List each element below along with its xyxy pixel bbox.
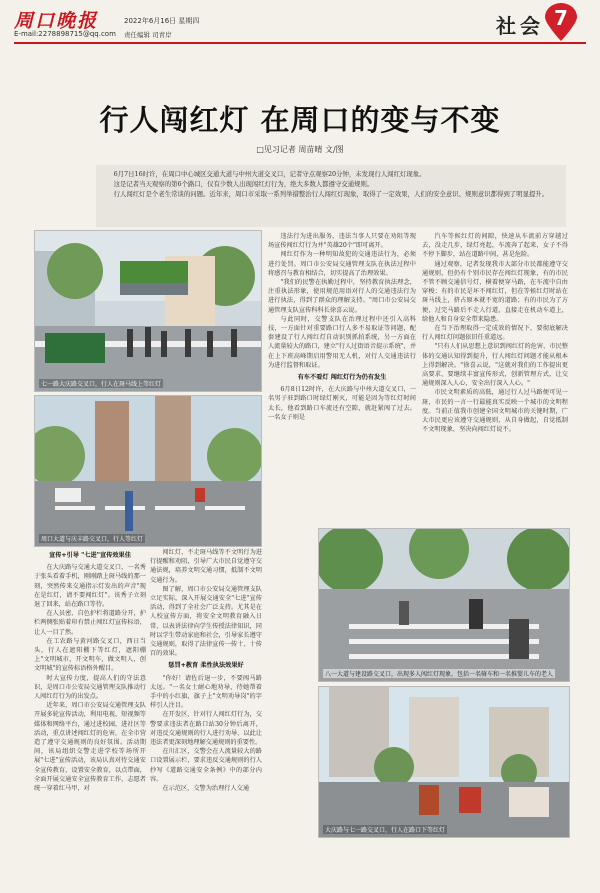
body-paragraph: 与此同时，交警支队在治理过程中还引入高科技，一方面针对重要路口行人多不易取证等问题，配套建设了行人闯红灯自动识别抓拍系统，另一方面在人流量较大的路口，建立"行人过街语音提示系统"，并在上下班高峰期启用警用无人机，对行人交通违法行为进行监督和取证。	[268, 315, 416, 369]
body-paragraph: 在大庆路与交通大道交叉口，一名秀于张头看着手机，刚刚踏上斑马线的那一刻，突然传来交通指示灯发出的声音"现在是红灯，请不要闯红灯"。该秀子立刻退了回来，站在路口等待。	[34, 564, 146, 609]
lead-paragraph: 行人闯红灯是个老生常谈的问题。近年来，周口市采取一系列举措整治行人闯红灯现象，取得了一定效果，人们的安全意识、规则意识都得到了明显提升。	[113, 190, 549, 199]
article-lead	[96, 165, 566, 227]
photo-caption: 大庆路与七一路交叉口，行人在路口下等红灯	[325, 827, 446, 834]
section-subhead: 有车不看灯 闯红灯行为仍有发生	[297, 374, 387, 382]
photo-intersection-3	[318, 528, 570, 682]
photo-caption: 周口大道与庆丰路交叉口，行人等红灯	[41, 536, 144, 543]
body-paragraph: 通过观察，记者发现我市大部分市民都能遵守交通规则，但仍有个别市民存在闯红灯现象，有的市民不管不顾交通信号灯，横着便穿马路，在车流中自由穿梭；有的市民是坏不闯红灯，但在等候红灯时站在斑马线上，挤占原本就不宽的道路；有的市民为了方便，过完马路后不走人行道，直接走在机动车道上，给他人和自身安全带来隐患。	[422, 260, 568, 323]
photo-intersection-2	[34, 395, 262, 547]
photo-intersection-4	[318, 686, 570, 838]
body-paragraph: 时大宣传力度，提高人们的守法意识，是周口市公安局交通管理支队推动行人闯红灯行为的出发点。	[34, 674, 146, 701]
article-column-4	[150, 548, 262, 886]
body-paragraph: 在工农路与黄河路交叉口，西日当头，行人在遮阳棚下等红灯，遮阳棚上"文明城市，开文明车，做文明人，创文明城"的宣传标语格外醒目。	[34, 637, 146, 673]
newspaper-logo: 周口晚报	[14, 10, 99, 32]
body-paragraph: 6月8日12时许，在大庆路与中州大道交叉口，一名男子驻到路口时绿灯刚灭，可能是因为等红灯时间太长，他看到路口车流还有空隙，就赶紧闯了过去。一名女子则是	[268, 386, 416, 421]
issue-date: 2022年6月16日 星期四	[124, 17, 200, 25]
article-column-3	[422, 232, 568, 522]
lead-paragraph: 6月7日16时许，在周口中心城区交通大道与中州大道交叉口，记者守点观察20分钟，未发现行人闯红灯现象。	[113, 170, 426, 178]
street-photo	[35, 231, 261, 391]
body-paragraph: 在开发区、针对行人闯红灯行为，交警要求违法者在路口站30分钟后离开，对违反交通规则的行人进行劝导，以此让违法者更深刻地理解交通规则的重要性。	[150, 711, 262, 747]
masthead-rule	[14, 42, 586, 44]
section-subhead: 惩罚+教育 柔性执法效果好	[168, 662, 244, 670]
editor-credit: 责任编辑 司青岸	[124, 31, 172, 39]
photo-intersection-1	[34, 230, 262, 392]
article-column-2	[268, 232, 416, 522]
body-paragraph: 近年来，周口市公安局交通管理支队开展多轮宣传活动，利用电视、短视频等媒体和网络平台，通过进校园、进社区等活动，重点讲述闯红灯的危害，在全市营造了遵守交通规则的良好氛围。活动期间，该局组织交警走进学校等场所开展"七进"宣传活动，该局认真对待交通安全宣传教育，设置安全教育，以点带面，全面开展交通安全宣传教育工作，志愿者统一穿着红马甲，对	[34, 702, 146, 793]
body-paragraph: 在示范区，交警为治理行人交通	[162, 785, 250, 793]
body-paragraph: 在人员密、自色护栏将道路分开，护栏两侧张贴着印有禁止闯红灯宣传标语，让人一目了然。	[34, 610, 146, 636]
email-address: E-mail:2278898715@qq.com	[14, 30, 116, 38]
street-photo	[35, 396, 261, 546]
body-paragraph: 市民文明素质的高低，通过行人过马路便可见一斑，市民的一言一行最能真实反映一个城市的文明程度。当前正值我市创建全国文明城市的关键时期，广大市民更应该遵守交通规则，从自身做起，自觉抵制不文明现象，坚决向闯红灯说不。	[422, 389, 568, 434]
body-paragraph: 在当下治理取得一定成效的情况下，要彻底解决行人闯红灯问题依旧任重道远。	[422, 325, 568, 342]
body-paragraph: "你好！请佐后退一步，不要闯马路太远。"一名女士耐心地劝导，待她帮着手中的小红旗，旗子上"文明劝导岗"的字样引人注目。	[150, 674, 262, 710]
body-paragraph: 闯红灯、不走斑马线等不文明行为进行提醒和劝阻，引导广大市民自觉遵守交通法规，培养文明交通习惯，抵制不文明交通行为。	[150, 549, 262, 584]
article-byline: □见习记者 周苗晴 文/图	[256, 145, 344, 154]
section-subhead: 宣传+引导 "七进"宣传效果佳	[49, 552, 131, 559]
photo-caption: 八一大道与建设路交叉口，出现多人闯红灯现象，包括一名骑车和一名推婴儿车的老人	[325, 671, 554, 678]
article-column-1	[34, 548, 146, 886]
body-paragraph: 汽车等候红灯的间隙，快速从车流前方穿越过去，没走几步，绿灯亮起，车流奔了起来，女子不得不停下脚步，站在道路中间，甚是危险。	[422, 233, 568, 259]
street-photo	[319, 687, 569, 837]
body-paragraph: 图了解，周口市公安局交通管理支队立足实际，深入开展交通安全"七进"宣传活动，得到了全社会广泛支持。尤其是在人校宣传方面，将安全文明教育融入日常，以表讲法律向学生传授法律知识，同时以学生带动家庭和社会，引导家长遵守交通规则，取得了法律宣传一传十、十传百的效果。	[150, 585, 262, 658]
body-paragraph: 在川汇区，交警会在人流量较大的路口设置展示栏，要求违反交通规则的行人抄写《道路交通安全条例》中的部分内容。	[150, 748, 262, 783]
lead-paragraph: 这是记者当天观察的第6个路口，仅有少数人出现闯红灯行为，绝大多数人都遵守交通规则。	[113, 180, 374, 189]
body-paragraph: "我们的民警在执勤过程中，坚持教育执法理念，注重执法形象，使用规范用语对行人的交通违法行为进行执法，得到了群众的理解支持。"周口市公安局交通管理支队宣传科科长徐喜云说。	[268, 279, 416, 314]
body-paragraph: 违法行为进出服务，违法当事人只要在劝阻等现场宣传闯红灯行为并"英雄20个"即可离开。	[268, 233, 416, 250]
body-paragraph: "只有人们从思想上意识到闯红灯的危害，市民整体的交通认知得到提升，行人闯红灯问题才能从根本上得到解决。"徐喜云说，"这就对我们的工作提出更高要求，要继续丰富宣传形式，创新管理方式，让交通规则深入人心，安全出行深入人心。"	[422, 343, 568, 388]
page-number: 7	[554, 6, 568, 30]
body-paragraph: 闯红灯作为一种明知故犯的交通违法行为，必须进行处罚。周口市公安局交通管理支队在执法过程中将感召与教育相结合，切实提高了治理效果。	[268, 251, 416, 277]
street-photo	[319, 529, 569, 681]
article-headline: 行人闯红灯 在周口的变与不变	[99, 103, 501, 137]
page-number-badge	[542, 2, 580, 42]
photo-caption: 七一路大庆路交叉口，行人在斑马线上等红灯	[41, 381, 162, 388]
section-title: 社会	[496, 14, 544, 38]
